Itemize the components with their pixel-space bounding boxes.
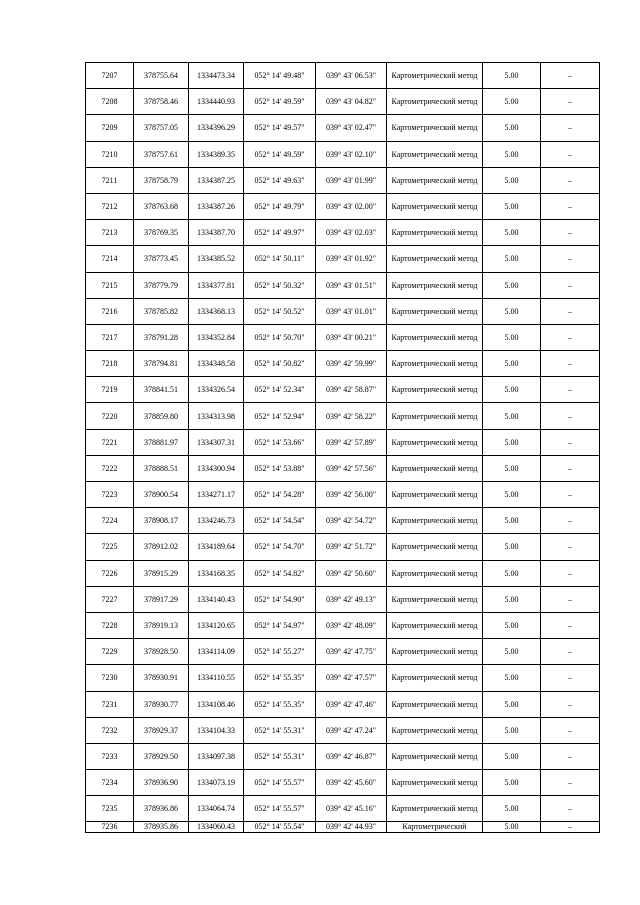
table-row bbox=[86, 403, 600, 429]
y-coordinate-cell: 1334104.33 bbox=[189, 717, 244, 743]
latitude-cell: 052° 14' 54.90" bbox=[244, 586, 316, 612]
latitude-cell: 052° 14' 54.97" bbox=[244, 612, 316, 638]
latitude-cell: 052° 14' 55.31" bbox=[244, 717, 316, 743]
accuracy-cell: 5.00 bbox=[483, 193, 541, 219]
accuracy-cell: 5.00 bbox=[483, 455, 541, 481]
x-coordinate-cell: 378881.97 bbox=[134, 429, 189, 455]
x-coordinate-cell: 378930.91 bbox=[134, 665, 189, 691]
longitude-cell: 039° 42' 59.99" bbox=[316, 351, 387, 377]
x-coordinate-cell: 378779.79 bbox=[134, 272, 189, 298]
y-coordinate-cell: 1334064.74 bbox=[189, 796, 244, 822]
point-number-cell: 7233 bbox=[86, 743, 134, 769]
accuracy-cell: 5.00 bbox=[483, 482, 541, 508]
note-cell: – bbox=[541, 298, 600, 324]
method-cell: Картометрический метод bbox=[387, 89, 483, 115]
point-number-cell: 7229 bbox=[86, 639, 134, 665]
point-number-cell: 7212 bbox=[86, 193, 134, 219]
coordinates-table bbox=[85, 62, 600, 833]
latitude-cell: 052° 14' 50.32" bbox=[244, 272, 316, 298]
note-cell: – bbox=[541, 665, 600, 691]
point-number-cell: 7221 bbox=[86, 429, 134, 455]
table-row bbox=[86, 63, 600, 89]
longitude-cell: 039° 42' 47.57" bbox=[316, 665, 387, 691]
point-number-cell: 7225 bbox=[86, 534, 134, 560]
longitude-cell: 039° 43' 06.53" bbox=[316, 63, 387, 89]
point-number-cell: 7227 bbox=[86, 586, 134, 612]
point-number-cell: 7230 bbox=[86, 665, 134, 691]
point-number-cell: 7207 bbox=[86, 63, 134, 89]
point-number-cell: 7226 bbox=[86, 560, 134, 586]
latitude-cell: 052° 14' 52.94" bbox=[244, 403, 316, 429]
latitude-cell: 052° 14' 50.82" bbox=[244, 351, 316, 377]
latitude-cell: 052° 14' 54.70" bbox=[244, 534, 316, 560]
longitude-cell: 039° 42' 58.22" bbox=[316, 403, 387, 429]
y-coordinate-cell: 1334060.43 bbox=[189, 822, 244, 833]
table-row bbox=[86, 770, 600, 796]
longitude-cell: 039° 43' 02.00" bbox=[316, 193, 387, 219]
note-cell: – bbox=[541, 691, 600, 717]
method-cell: Картометрический метод bbox=[387, 560, 483, 586]
x-coordinate-cell: 378936.86 bbox=[134, 796, 189, 822]
longitude-cell: 039° 43' 01.01" bbox=[316, 298, 387, 324]
note-cell: – bbox=[541, 246, 600, 272]
y-coordinate-cell: 1334377.81 bbox=[189, 272, 244, 298]
method-cell: Картометрический метод bbox=[387, 272, 483, 298]
y-coordinate-cell: 1334307.31 bbox=[189, 429, 244, 455]
accuracy-cell: 5.00 bbox=[483, 770, 541, 796]
x-coordinate-cell: 378769.35 bbox=[134, 220, 189, 246]
point-number-cell: 7210 bbox=[86, 141, 134, 167]
accuracy-cell: 5.00 bbox=[483, 717, 541, 743]
latitude-cell: 052° 14' 52.34" bbox=[244, 377, 316, 403]
latitude-cell: 052° 14' 49.63" bbox=[244, 167, 316, 193]
table-row bbox=[86, 822, 600, 833]
note-cell: – bbox=[541, 508, 600, 534]
method-cell: Картометрический метод bbox=[387, 115, 483, 141]
accuracy-cell: 5.00 bbox=[483, 796, 541, 822]
accuracy-cell: 5.00 bbox=[483, 560, 541, 586]
accuracy-cell: 5.00 bbox=[483, 351, 541, 377]
method-cell: Картометрический метод bbox=[387, 429, 483, 455]
note-cell: – bbox=[541, 455, 600, 481]
latitude-cell: 052° 14' 55.27" bbox=[244, 639, 316, 665]
point-number-cell: 7218 bbox=[86, 351, 134, 377]
y-coordinate-cell: 1334440.93 bbox=[189, 89, 244, 115]
point-number-cell: 7232 bbox=[86, 717, 134, 743]
note-cell: – bbox=[541, 612, 600, 638]
latitude-cell: 052° 14' 53.66" bbox=[244, 429, 316, 455]
accuracy-cell: 5.00 bbox=[483, 272, 541, 298]
y-coordinate-cell: 1334387.25 bbox=[189, 167, 244, 193]
table-row bbox=[86, 560, 600, 586]
longitude-cell: 039° 42' 50.60" bbox=[316, 560, 387, 586]
longitude-cell: 039° 42' 47.24" bbox=[316, 717, 387, 743]
x-coordinate-cell: 378757.61 bbox=[134, 141, 189, 167]
method-cell: Картометрический метод bbox=[387, 377, 483, 403]
y-coordinate-cell: 1334246.73 bbox=[189, 508, 244, 534]
table-row bbox=[86, 351, 600, 377]
note-cell: – bbox=[541, 717, 600, 743]
table-row bbox=[86, 717, 600, 743]
table-row bbox=[86, 612, 600, 638]
method-cell: Картометрический метод bbox=[387, 717, 483, 743]
y-coordinate-cell: 1334108.46 bbox=[189, 691, 244, 717]
longitude-cell: 039° 43' 01.99" bbox=[316, 167, 387, 193]
point-number-cell: 7208 bbox=[86, 89, 134, 115]
y-coordinate-cell: 1334396.29 bbox=[189, 115, 244, 141]
latitude-cell: 052° 14' 54.28" bbox=[244, 482, 316, 508]
table-row bbox=[86, 429, 600, 455]
y-coordinate-cell: 1334473.34 bbox=[189, 63, 244, 89]
point-number-cell: 7215 bbox=[86, 272, 134, 298]
x-coordinate-cell: 378917.29 bbox=[134, 586, 189, 612]
longitude-cell: 039° 42' 51.72" bbox=[316, 534, 387, 560]
note-cell: – bbox=[541, 193, 600, 219]
method-cell: Картометрический bbox=[387, 822, 483, 833]
table-row bbox=[86, 246, 600, 272]
longitude-cell: 039° 43' 02.10" bbox=[316, 141, 387, 167]
y-coordinate-cell: 1334352.84 bbox=[189, 324, 244, 350]
x-coordinate-cell: 378929.37 bbox=[134, 717, 189, 743]
point-number-cell: 7223 bbox=[86, 482, 134, 508]
method-cell: Картометрический метод bbox=[387, 770, 483, 796]
method-cell: Картометрический метод bbox=[387, 63, 483, 89]
table-row bbox=[86, 508, 600, 534]
longitude-cell: 039° 43' 02.47" bbox=[316, 115, 387, 141]
method-cell: Картометрический метод bbox=[387, 220, 483, 246]
note-cell: – bbox=[541, 639, 600, 665]
x-coordinate-cell: 378919.13 bbox=[134, 612, 189, 638]
latitude-cell: 052° 14' 50.70" bbox=[244, 324, 316, 350]
x-coordinate-cell: 378758.79 bbox=[134, 167, 189, 193]
x-coordinate-cell: 378841.51 bbox=[134, 377, 189, 403]
latitude-cell: 052° 14' 49.59" bbox=[244, 89, 316, 115]
method-cell: Картометрический метод bbox=[387, 141, 483, 167]
method-cell: Картометрический метод bbox=[387, 246, 483, 272]
method-cell: Картометрический метод bbox=[387, 612, 483, 638]
method-cell: Картометрический метод bbox=[387, 298, 483, 324]
table-row bbox=[86, 482, 600, 508]
accuracy-cell: 5.00 bbox=[483, 743, 541, 769]
note-cell: – bbox=[541, 63, 600, 89]
y-coordinate-cell: 1334120.65 bbox=[189, 612, 244, 638]
y-coordinate-cell: 1334368.13 bbox=[189, 298, 244, 324]
y-coordinate-cell: 1334110.55 bbox=[189, 665, 244, 691]
longitude-cell: 039° 43' 01.92" bbox=[316, 246, 387, 272]
note-cell: – bbox=[541, 586, 600, 612]
method-cell: Картометрический метод bbox=[387, 193, 483, 219]
longitude-cell: 039° 42' 57.56" bbox=[316, 455, 387, 481]
table-row bbox=[86, 324, 600, 350]
y-coordinate-cell: 1334385.52 bbox=[189, 246, 244, 272]
note-cell: – bbox=[541, 324, 600, 350]
table-row bbox=[86, 141, 600, 167]
point-number-cell: 7220 bbox=[86, 403, 134, 429]
note-cell: – bbox=[541, 482, 600, 508]
accuracy-cell: 5.00 bbox=[483, 167, 541, 193]
method-cell: Картометрический метод bbox=[387, 743, 483, 769]
latitude-cell: 052° 14' 55.57" bbox=[244, 796, 316, 822]
latitude-cell: 052° 14' 49.57" bbox=[244, 115, 316, 141]
y-coordinate-cell: 1334097.38 bbox=[189, 743, 244, 769]
latitude-cell: 052° 14' 55.31" bbox=[244, 743, 316, 769]
point-number-cell: 7217 bbox=[86, 324, 134, 350]
longitude-cell: 039° 42' 45.16" bbox=[316, 796, 387, 822]
longitude-cell: 039° 42' 48.09" bbox=[316, 612, 387, 638]
y-coordinate-cell: 1334140.43 bbox=[189, 586, 244, 612]
method-cell: Картометрический метод bbox=[387, 586, 483, 612]
table-row bbox=[86, 377, 600, 403]
longitude-cell: 039° 43' 00.21" bbox=[316, 324, 387, 350]
accuracy-cell: 5.00 bbox=[483, 403, 541, 429]
accuracy-cell: 5.00 bbox=[483, 508, 541, 534]
coordinates-table-body bbox=[86, 63, 600, 833]
table-row bbox=[86, 796, 600, 822]
x-coordinate-cell: 378755.64 bbox=[134, 63, 189, 89]
x-coordinate-cell: 378908.17 bbox=[134, 508, 189, 534]
accuracy-cell: 5.00 bbox=[483, 586, 541, 612]
note-cell: – bbox=[541, 115, 600, 141]
table-row bbox=[86, 298, 600, 324]
method-cell: Картометрический метод bbox=[387, 796, 483, 822]
method-cell: Картометрический метод bbox=[387, 455, 483, 481]
method-cell: Картометрический метод bbox=[387, 534, 483, 560]
longitude-cell: 039° 43' 02.03" bbox=[316, 220, 387, 246]
note-cell: – bbox=[541, 743, 600, 769]
accuracy-cell: 5.00 bbox=[483, 246, 541, 272]
point-number-cell: 7224 bbox=[86, 508, 134, 534]
accuracy-cell: 5.00 bbox=[483, 115, 541, 141]
y-coordinate-cell: 1334073.19 bbox=[189, 770, 244, 796]
accuracy-cell: 5.00 bbox=[483, 298, 541, 324]
y-coordinate-cell: 1334271.17 bbox=[189, 482, 244, 508]
note-cell: – bbox=[541, 770, 600, 796]
method-cell: Картометрический метод bbox=[387, 508, 483, 534]
table-row bbox=[86, 534, 600, 560]
method-cell: Картометрический метод bbox=[387, 351, 483, 377]
point-number-cell: 7228 bbox=[86, 612, 134, 638]
note-cell: – bbox=[541, 403, 600, 429]
accuracy-cell: 5.00 bbox=[483, 429, 541, 455]
table-row bbox=[86, 665, 600, 691]
y-coordinate-cell: 1334389.35 bbox=[189, 141, 244, 167]
method-cell: Картометрический метод bbox=[387, 691, 483, 717]
point-number-cell: 7222 bbox=[86, 455, 134, 481]
y-coordinate-cell: 1334114.09 bbox=[189, 639, 244, 665]
accuracy-cell: 5.00 bbox=[483, 377, 541, 403]
x-coordinate-cell: 378773.45 bbox=[134, 246, 189, 272]
table-row bbox=[86, 115, 600, 141]
note-cell: – bbox=[541, 796, 600, 822]
latitude-cell: 052° 14' 53.88" bbox=[244, 455, 316, 481]
table-row bbox=[86, 455, 600, 481]
note-cell: – bbox=[541, 429, 600, 455]
accuracy-cell: 5.00 bbox=[483, 220, 541, 246]
y-coordinate-cell: 1334387.26 bbox=[189, 193, 244, 219]
point-number-cell: 7216 bbox=[86, 298, 134, 324]
latitude-cell: 052° 14' 50.52" bbox=[244, 298, 316, 324]
latitude-cell: 052° 14' 49.48" bbox=[244, 63, 316, 89]
accuracy-cell: 5.00 bbox=[483, 89, 541, 115]
y-coordinate-cell: 1334189.64 bbox=[189, 534, 244, 560]
accuracy-cell: 5.00 bbox=[483, 63, 541, 89]
x-coordinate-cell: 378757.05 bbox=[134, 115, 189, 141]
x-coordinate-cell: 378794.81 bbox=[134, 351, 189, 377]
y-coordinate-cell: 1334326.54 bbox=[189, 377, 244, 403]
method-cell: Картометрический метод bbox=[387, 403, 483, 429]
longitude-cell: 039° 42' 57.89" bbox=[316, 429, 387, 455]
method-cell: Картометрический метод bbox=[387, 482, 483, 508]
longitude-cell: 039° 42' 46.87" bbox=[316, 743, 387, 769]
point-number-cell: 7209 bbox=[86, 115, 134, 141]
latitude-cell: 052° 14' 55.57" bbox=[244, 770, 316, 796]
note-cell: – bbox=[541, 167, 600, 193]
method-cell: Картометрический метод bbox=[387, 324, 483, 350]
longitude-cell: 039° 42' 44.93" bbox=[316, 822, 387, 833]
latitude-cell: 052° 14' 55.54" bbox=[244, 822, 316, 833]
latitude-cell: 052° 14' 54.82" bbox=[244, 560, 316, 586]
accuracy-cell: 5.00 bbox=[483, 822, 541, 833]
x-coordinate-cell: 378859.80 bbox=[134, 403, 189, 429]
accuracy-cell: 5.00 bbox=[483, 691, 541, 717]
x-coordinate-cell: 378915.29 bbox=[134, 560, 189, 586]
note-cell: – bbox=[541, 534, 600, 560]
point-number-cell: 7213 bbox=[86, 220, 134, 246]
point-number-cell: 7235 bbox=[86, 796, 134, 822]
table-row bbox=[86, 272, 600, 298]
note-cell: – bbox=[541, 822, 600, 833]
latitude-cell: 052° 14' 50.11" bbox=[244, 246, 316, 272]
accuracy-cell: 5.00 bbox=[483, 612, 541, 638]
note-cell: – bbox=[541, 377, 600, 403]
point-number-cell: 7236 bbox=[86, 822, 134, 833]
note-cell: – bbox=[541, 560, 600, 586]
method-cell: Картометрический метод bbox=[387, 639, 483, 665]
note-cell: – bbox=[541, 351, 600, 377]
x-coordinate-cell: 378912.02 bbox=[134, 534, 189, 560]
x-coordinate-cell: 378763.68 bbox=[134, 193, 189, 219]
x-coordinate-cell: 378930.77 bbox=[134, 691, 189, 717]
accuracy-cell: 5.00 bbox=[483, 141, 541, 167]
y-coordinate-cell: 1334300.94 bbox=[189, 455, 244, 481]
x-coordinate-cell: 378935.86 bbox=[134, 822, 189, 833]
longitude-cell: 039° 42' 45.60" bbox=[316, 770, 387, 796]
x-coordinate-cell: 378900.54 bbox=[134, 482, 189, 508]
longitude-cell: 039° 43' 04.82" bbox=[316, 89, 387, 115]
point-number-cell: 7219 bbox=[86, 377, 134, 403]
method-cell: Картометрический метод bbox=[387, 167, 483, 193]
point-number-cell: 7211 bbox=[86, 167, 134, 193]
point-number-cell: 7231 bbox=[86, 691, 134, 717]
latitude-cell: 052° 14' 55.35" bbox=[244, 691, 316, 717]
accuracy-cell: 5.00 bbox=[483, 639, 541, 665]
table-row bbox=[86, 691, 600, 717]
x-coordinate-cell: 378888.51 bbox=[134, 455, 189, 481]
latitude-cell: 052° 14' 49.59" bbox=[244, 141, 316, 167]
y-coordinate-cell: 1334313.98 bbox=[189, 403, 244, 429]
x-coordinate-cell: 378928.50 bbox=[134, 639, 189, 665]
accuracy-cell: 5.00 bbox=[483, 665, 541, 691]
note-cell: – bbox=[541, 89, 600, 115]
point-number-cell: 7214 bbox=[86, 246, 134, 272]
y-coordinate-cell: 1334387.70 bbox=[189, 220, 244, 246]
point-number-cell: 7234 bbox=[86, 770, 134, 796]
latitude-cell: 052° 14' 49.97" bbox=[244, 220, 316, 246]
table-row bbox=[86, 89, 600, 115]
method-cell: Картометрический метод bbox=[387, 665, 483, 691]
x-coordinate-cell: 378929.50 bbox=[134, 743, 189, 769]
longitude-cell: 039° 42' 49.13" bbox=[316, 586, 387, 612]
longitude-cell: 039° 42' 47.46" bbox=[316, 691, 387, 717]
table-row bbox=[86, 639, 600, 665]
note-cell: – bbox=[541, 141, 600, 167]
table-row bbox=[86, 220, 600, 246]
y-coordinate-cell: 1334168.35 bbox=[189, 560, 244, 586]
longitude-cell: 039° 42' 58.87" bbox=[316, 377, 387, 403]
longitude-cell: 039° 43' 01.51" bbox=[316, 272, 387, 298]
note-cell: – bbox=[541, 220, 600, 246]
table-row bbox=[86, 193, 600, 219]
x-coordinate-cell: 378785.82 bbox=[134, 298, 189, 324]
longitude-cell: 039° 42' 54.72" bbox=[316, 508, 387, 534]
table-row bbox=[86, 743, 600, 769]
table-row bbox=[86, 586, 600, 612]
longitude-cell: 039° 42' 56.00" bbox=[316, 482, 387, 508]
latitude-cell: 052° 14' 55.35" bbox=[244, 665, 316, 691]
note-cell: – bbox=[541, 272, 600, 298]
table-row bbox=[86, 167, 600, 193]
x-coordinate-cell: 378936.90 bbox=[134, 770, 189, 796]
longitude-cell: 039° 42' 47.75" bbox=[316, 639, 387, 665]
x-coordinate-cell: 378758.46 bbox=[134, 89, 189, 115]
y-coordinate-cell: 1334348.58 bbox=[189, 351, 244, 377]
x-coordinate-cell: 378791.28 bbox=[134, 324, 189, 350]
accuracy-cell: 5.00 bbox=[483, 534, 541, 560]
latitude-cell: 052° 14' 49.79" bbox=[244, 193, 316, 219]
accuracy-cell: 5.00 bbox=[483, 324, 541, 350]
latitude-cell: 052° 14' 54.54" bbox=[244, 508, 316, 534]
